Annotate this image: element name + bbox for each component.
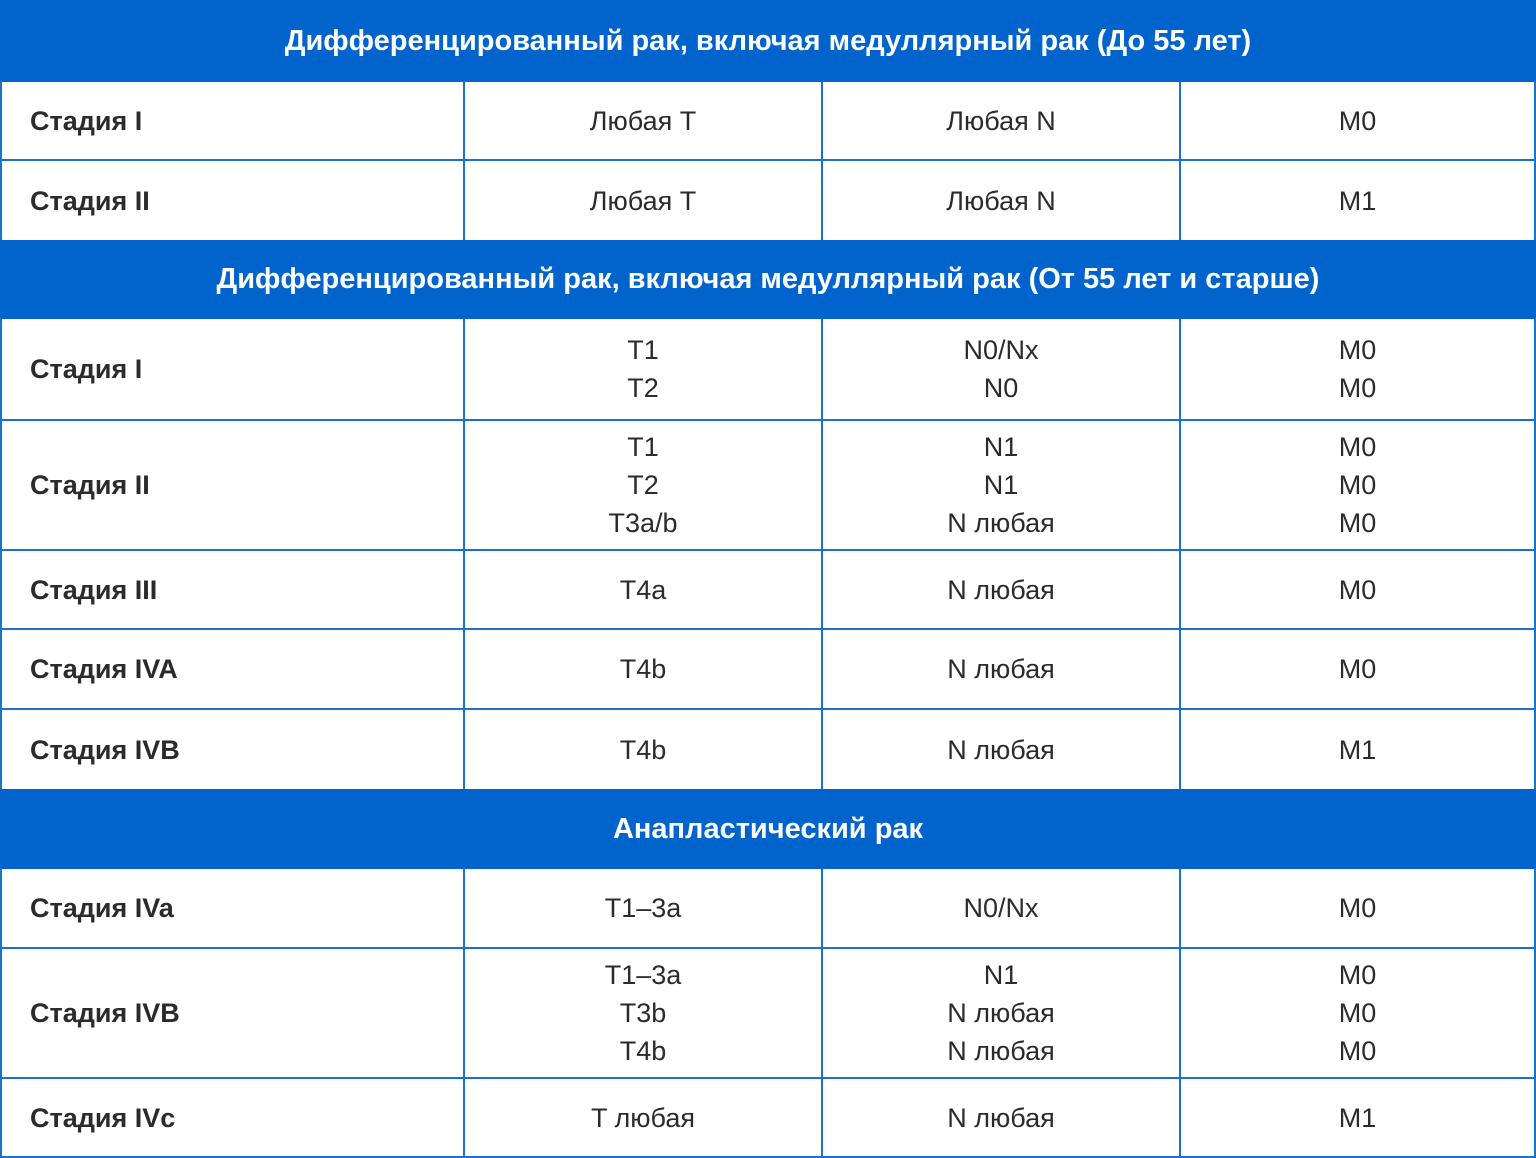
t-value: T4b <box>619 1036 667 1066</box>
m-value: M0 <box>1338 893 1377 923</box>
table-row <box>0 551 1536 630</box>
n-value: N любая <box>947 574 1055 605</box>
n-cell <box>821 82 1179 159</box>
t-cell <box>463 1079 821 1156</box>
table-row <box>0 319 1536 421</box>
m-value: M0 <box>1338 373 1377 403</box>
t-value: T1–3a <box>604 960 682 990</box>
m-value: M1 <box>1338 1102 1377 1133</box>
section-header: Анапластический рак <box>0 789 1536 869</box>
n-cell <box>821 551 1179 628</box>
t-cell <box>463 949 821 1077</box>
stage-cell: Стадия I <box>30 354 143 384</box>
m-cell <box>1179 82 1534 159</box>
stage-cell: Стадия II <box>30 470 150 500</box>
stage-cell: Стадия IVB <box>30 998 180 1028</box>
t-value: Любая T <box>589 105 697 136</box>
table-row <box>0 869 1536 949</box>
m-value: M1 <box>1338 734 1377 765</box>
n-value: N любая <box>947 998 1055 1028</box>
t-cell <box>463 161 821 240</box>
n-value: N любая <box>947 654 1055 684</box>
n-value: N любая <box>947 1102 1055 1133</box>
n-value: Любая N <box>946 105 1056 136</box>
t-value: T3a/b <box>608 508 678 538</box>
m-cell <box>1179 710 1534 789</box>
stage-cell: Стадия III <box>30 574 158 605</box>
t-value: Любая T <box>589 185 697 216</box>
t-value: T4a <box>619 574 667 605</box>
t-cell <box>463 319 821 419</box>
m-value: M0 <box>1338 1036 1377 1066</box>
m-value: M0 <box>1338 998 1377 1028</box>
t-value: T1 <box>627 335 659 365</box>
t-value: T2 <box>627 470 659 500</box>
t-cell <box>463 551 821 628</box>
m-cell <box>1179 949 1534 1077</box>
table-row <box>0 949 1536 1079</box>
table-row <box>0 710 1536 789</box>
n-value: N0/Nx <box>963 335 1039 365</box>
stage-cell: Стадия IVa <box>30 893 174 923</box>
section-header: Дифференцированный рак, включая медуллярный рак (До 55 лет) <box>0 0 1536 82</box>
n-value: N любая <box>947 1036 1055 1066</box>
n-value: N1 <box>983 470 1019 500</box>
n-cell <box>821 710 1179 789</box>
m-value: M0 <box>1338 105 1377 136</box>
table-row <box>0 1079 1536 1158</box>
n-cell <box>821 161 1179 240</box>
m-cell <box>1179 551 1534 628</box>
t-cell <box>463 869 821 947</box>
table-row <box>0 421 1536 551</box>
t-value: T4b <box>619 654 667 684</box>
n-value: N0/Nx <box>963 893 1039 923</box>
stage-cell: Стадия II <box>30 185 150 216</box>
n-cell <box>821 630 1179 708</box>
m-value: M0 <box>1338 574 1377 605</box>
n-value: N0 <box>983 373 1019 403</box>
m-cell <box>1179 319 1534 419</box>
m-cell <box>1179 869 1534 947</box>
n-cell <box>821 869 1179 947</box>
t-value: T1–3a <box>604 893 682 923</box>
stage-cell: Стадия IVA <box>30 654 178 684</box>
stage-cell: Стадия IVB <box>30 734 180 765</box>
t-cell <box>463 710 821 789</box>
t-value: T4b <box>619 734 667 765</box>
m-value: M0 <box>1338 654 1377 684</box>
n-cell <box>821 319 1179 419</box>
n-value: N любая <box>947 508 1055 538</box>
n-cell <box>821 949 1179 1077</box>
section-header: Дифференцированный рак, включая медуллярный рак (От 55 лет и старше) <box>0 240 1536 319</box>
m-cell <box>1179 161 1534 240</box>
m-value: M0 <box>1338 960 1377 990</box>
n-value: Любая N <box>946 185 1056 216</box>
table-row <box>0 82 1536 161</box>
m-cell <box>1179 630 1534 708</box>
m-value: M1 <box>1338 185 1377 216</box>
table-row <box>0 161 1536 240</box>
m-value: M0 <box>1338 335 1377 365</box>
m-cell <box>1179 1079 1534 1156</box>
m-value: M0 <box>1338 432 1377 462</box>
t-value: T1 <box>627 432 659 462</box>
t-cell <box>463 421 821 549</box>
m-value: M0 <box>1338 508 1377 538</box>
n-cell <box>821 421 1179 549</box>
t-cell <box>463 630 821 708</box>
n-value: N любая <box>947 734 1055 765</box>
m-value: M0 <box>1338 470 1377 500</box>
stage-cell: Стадия I <box>30 105 143 136</box>
m-cell <box>1179 421 1534 549</box>
n-value: N1 <box>983 960 1019 990</box>
t-value: T3b <box>619 998 667 1028</box>
stage-cell: Стадия IVc <box>30 1102 176 1133</box>
n-value: N1 <box>983 432 1019 462</box>
t-value: T любая <box>591 1102 695 1133</box>
table-row <box>0 630 1536 710</box>
t-cell <box>463 82 821 159</box>
n-cell <box>821 1079 1179 1156</box>
t-value: T2 <box>627 373 659 403</box>
